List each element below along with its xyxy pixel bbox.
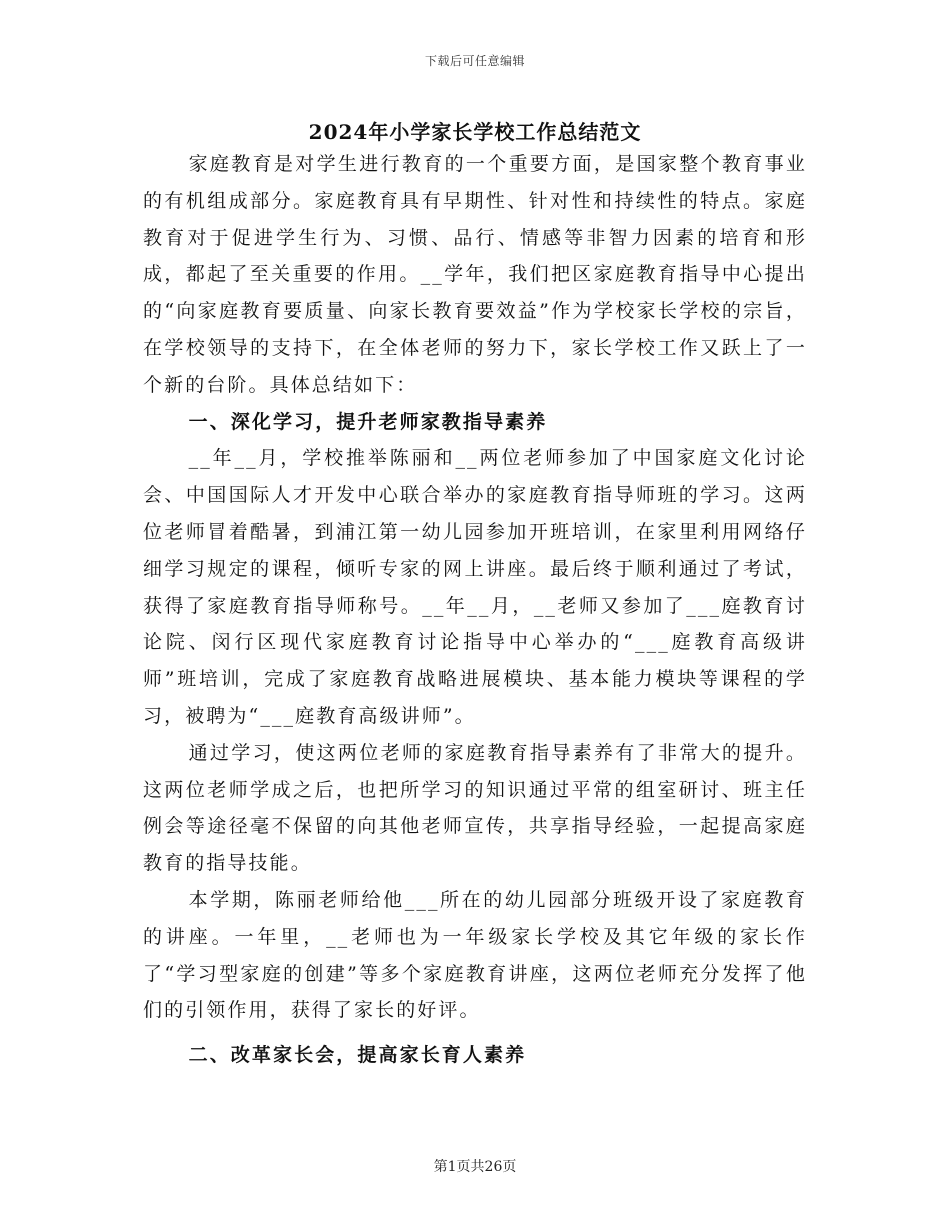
document-body — [143, 146, 807, 1074]
intro-paragraph: 家庭教育是对学生进行教育的一个重要方面，是国家整个教育事业的有机组成部分。家庭教育具有早期性、针对性和持续性的特点。家庭教育对于促进学生行为、习惯、品行、情感等非智力因素的培育和形成，都起了至关重要的作用。__学年，我们把区家庭教育指导中心提出的“向家庭教育要质量、向家长教育要效益”作为学校家长学校的宗旨，在学校领导的支持下，在全体老师的努力下，家长学校工作又跃上了一个新的台阶。具体总结如下： — [143, 153, 807, 396]
section-1-paragraph-2: 通过学习，使这两位老师的家庭教育指导素养有了非常大的提升。这两位老师学成之后，也把所学习的知识通过平常的组室研讨、班主任例会等途径毫不保留的向其他老师宣传，共享指导经验，一起提高家庭教育的指导技能。 — [143, 741, 807, 875]
section-1-paragraph-1: __年__月，学校推举陈丽和__两位老师参加了中国家庭文化讨论会、中国国际人才开发中心联合举办的家庭教育指导师班的学习。这两位老师冒着酷暑，到浦江第一幼儿园参加开班培训，在家里利用网络仔细学习规定的课程，倾听专家的网上讲座。最后终于顺利通过了考试，获得了家庭教育指导师称号。__年__月，__老师又参加了___庭教育讨论院、闵行区现代家庭教育讨论指导中心举办的“___庭教育高级讲师”班培训，完成了家庭教育战略进展模块、基本能力模块等课程的学习，被聘为“___庭教育高级讲师”。 — [143, 447, 807, 727]
page-number-footer: 第1页共26页 — [433, 1159, 517, 1175]
section-1-heading: 一、深化学习，提升老师家教指导素养 — [188, 410, 548, 433]
section-2-heading: 二、改革家长会，提高家长育人素养 — [188, 1044, 527, 1067]
page-header-note: 下载后可任意编辑 — [424, 54, 525, 68]
document-title: 2024年小学家长学校工作总结范文 — [308, 120, 642, 144]
section-1-paragraph-3: 本学期，陈丽老师给他___所在的幼儿园部分班级开设了家庭教育的讲座。一年里，__老师也为一年级家长学校及其它年级的家长作了“学习型家庭的创建”等多个家庭教育讲座，这两位老师充分发挥了他们的引领作用，获得了家长的好评。 — [143, 888, 807, 1022]
